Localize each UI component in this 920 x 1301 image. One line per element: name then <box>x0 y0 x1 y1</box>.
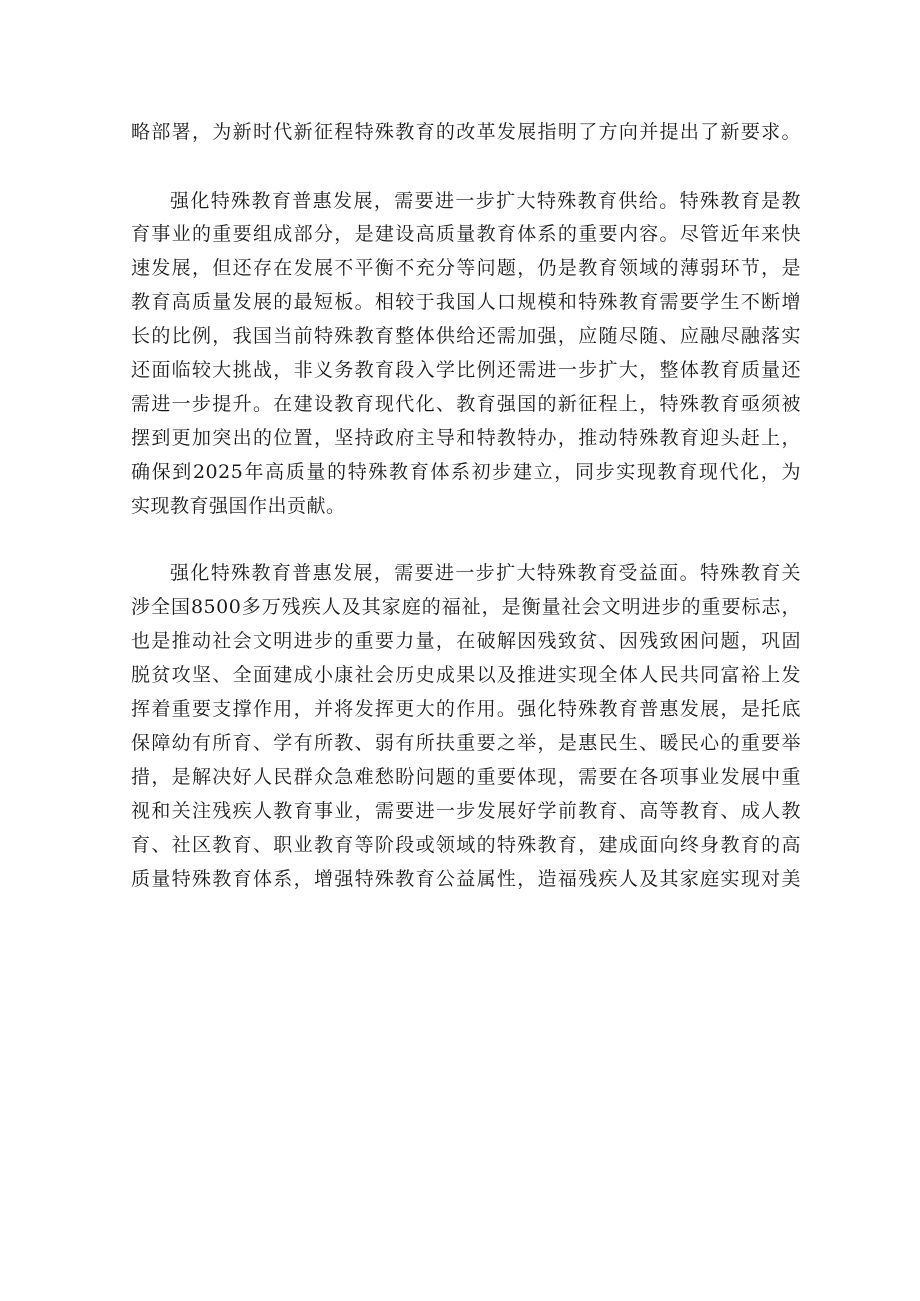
paragraph-line: 挥着重要支撑作用，并将发挥更大的作用。强化特殊教育普惠发展，是托底 <box>131 698 801 720</box>
paragraph-line: 质量特殊教育体系，增强特殊教育公益属性，造福残疾人及其家庭实现对美 <box>131 868 801 890</box>
paragraph-line: 实现教育强国作出贡献。 <box>131 495 346 517</box>
paragraph-line: 需进一步提升。在建设教育现代化、教育强国的新征程上，特殊教育亟须被 <box>131 393 801 415</box>
paragraph-line: 速发展，但还存在发展不平衡不充分等问题，仍是教育领域的薄弱环节，是 <box>131 257 801 279</box>
paragraph-line: 教育高质量发展的最短板。相较于我国人口规模和特殊教育需要学生不断增 <box>131 291 801 313</box>
paragraph-line: 长的比例，我国当前特殊教育整体供给还需加强，应随尽随、应融尽融落实 <box>131 325 801 347</box>
paragraph-line: 摆到更加突出的位置，坚持政府主导和特教特办，推动特殊教育迎头赶上， <box>131 427 801 449</box>
paragraph-line: 育事业的重要组成部分，是建设高质量教育体系的重要内容。尽管近年来快 <box>131 223 801 245</box>
paragraph-line: 视和关注残疾人教育事业，需要进一步发展好学前教育、高等教育、成人教 <box>131 800 801 822</box>
paragraph-line: 还面临较大挑战，非义务教育段入学比例还需进一步扩大，整体教育质量还 <box>131 359 801 381</box>
paragraph-line: 涉全国8500多万残疾人及其家庭的福祉，是衡量社会文明进步的重要标志， <box>131 596 801 618</box>
paragraph-line: 保障幼有所育、学有所教、弱有所扶重要之举，是惠民生、暖民心的重要举 <box>131 732 801 754</box>
paragraph-line: 强化特殊教育普惠发展，需要进一步扩大特殊教育供给。特殊教育是教 <box>170 190 801 212</box>
paragraph-line: 确保到2025年高质量的特殊教育体系初步建立，同步实现教育现代化，为 <box>131 461 801 483</box>
paragraph-line: 脱贫攻坚、全面建成小康社会历史成果以及推进实现全体人民共同富裕上发 <box>131 664 801 686</box>
paragraph-line: 措，是解决好人民群众急难愁盼问题的重要体现，需要在各项事业发展中重 <box>131 766 801 788</box>
paragraph-line: 育、社区教育、职业教育等阶段或领域的特殊教育，建成面向终身教育的高 <box>131 834 801 856</box>
paragraph-line: 强化特殊教育普惠发展，需要进一步扩大特殊教育受益面。特殊教育关 <box>170 562 801 584</box>
paragraph-line: 也是推动社会文明进步的重要力量，在破解因残致贫、因残致困问题，巩固 <box>131 630 801 652</box>
paragraph-line: 略部署，为新时代新征程特殊教育的改革发展指明了方向并提出了新要求。 <box>131 121 801 143</box>
